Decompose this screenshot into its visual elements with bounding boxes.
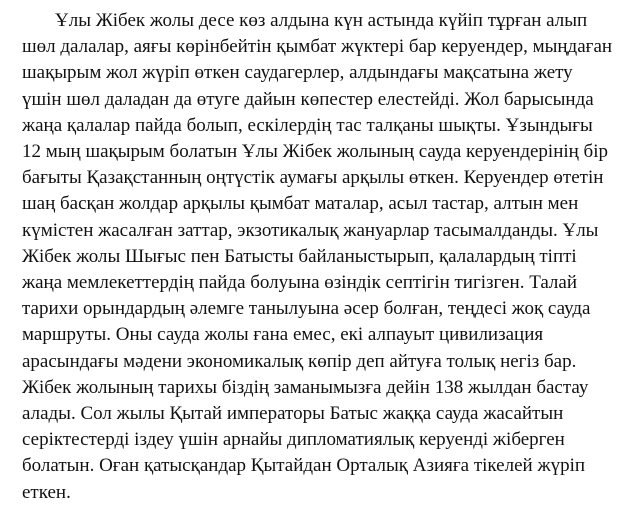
text-line: үшін шөл даладан да өтуге дайын көпестер елестейді. Жол барысында <box>22 88 594 110</box>
text-line: еткен. <box>22 481 71 503</box>
text-line: шаң басқан жолдар арқылы қымбат маталар, асыл тастар, алтын мен <box>22 193 579 215</box>
text-line: маршруты. Оны сауда жолы ғана емес, екі алпауыт цивилизация <box>22 324 544 346</box>
text-line: шөл далалар, аяғы көрінбейтін қымбат жүктері бар керуендер, мыңдаған <box>22 36 613 58</box>
body-paragraph <box>22 8 622 506</box>
text-line: тарихи орындардың әлемге танылуына әсер болған, теңдесі жоқ сауда <box>22 298 591 320</box>
text-line: Ұлы Жібек жолы десе көз алдына күн астында күйіп тұрған алып <box>55 10 588 31</box>
text-line: жаңа мемлекеттердің пайда болуына өзіндік септігін тигізген. Талай <box>22 272 578 294</box>
text-line: арасындағы мәдени экономикалық көпір деп айтуға толық негіз бар. <box>22 350 577 372</box>
text-line: бағыты Қазақстанның оңтүстік аумағы арқылы өткен. Керуендер өтетін <box>22 167 604 189</box>
text-line: болатын. Оған қатысқандар Қытайдан Орталық Азияға тікелей жүріп <box>22 455 586 477</box>
text-line: алады. Сол жылы Қытай императоры Батыс жаққа сауда жасайтын <box>22 403 564 425</box>
text-line: күмістен жасалған заттар, экзотикалық жануарлар тасымалданды. Ұлы <box>22 219 599 241</box>
text-line: Жібек жолы Шығыс пен Батысты байланыстырып, қалалардың тіпті <box>22 245 577 267</box>
text-line: жаңа қалалар пайда болып, ескілердің тас талқаны шықты. Ұзындығы <box>22 114 593 136</box>
text-line: шақырым жол жүріп өткен саудагерлер, алдындағы мақсатына жету <box>22 62 573 84</box>
text-line: серіктестерді іздеу үшін арнайы дипломатиялық керуенді жіберген <box>22 429 565 451</box>
text-line: Жібек жолының тарихы біздің заманымызға дейін 138 жылдан бастау <box>22 376 589 398</box>
text-line: 12 мың шақырым болатын Ұлы Жібек жолының сауда керуендерінің бір <box>22 141 609 163</box>
